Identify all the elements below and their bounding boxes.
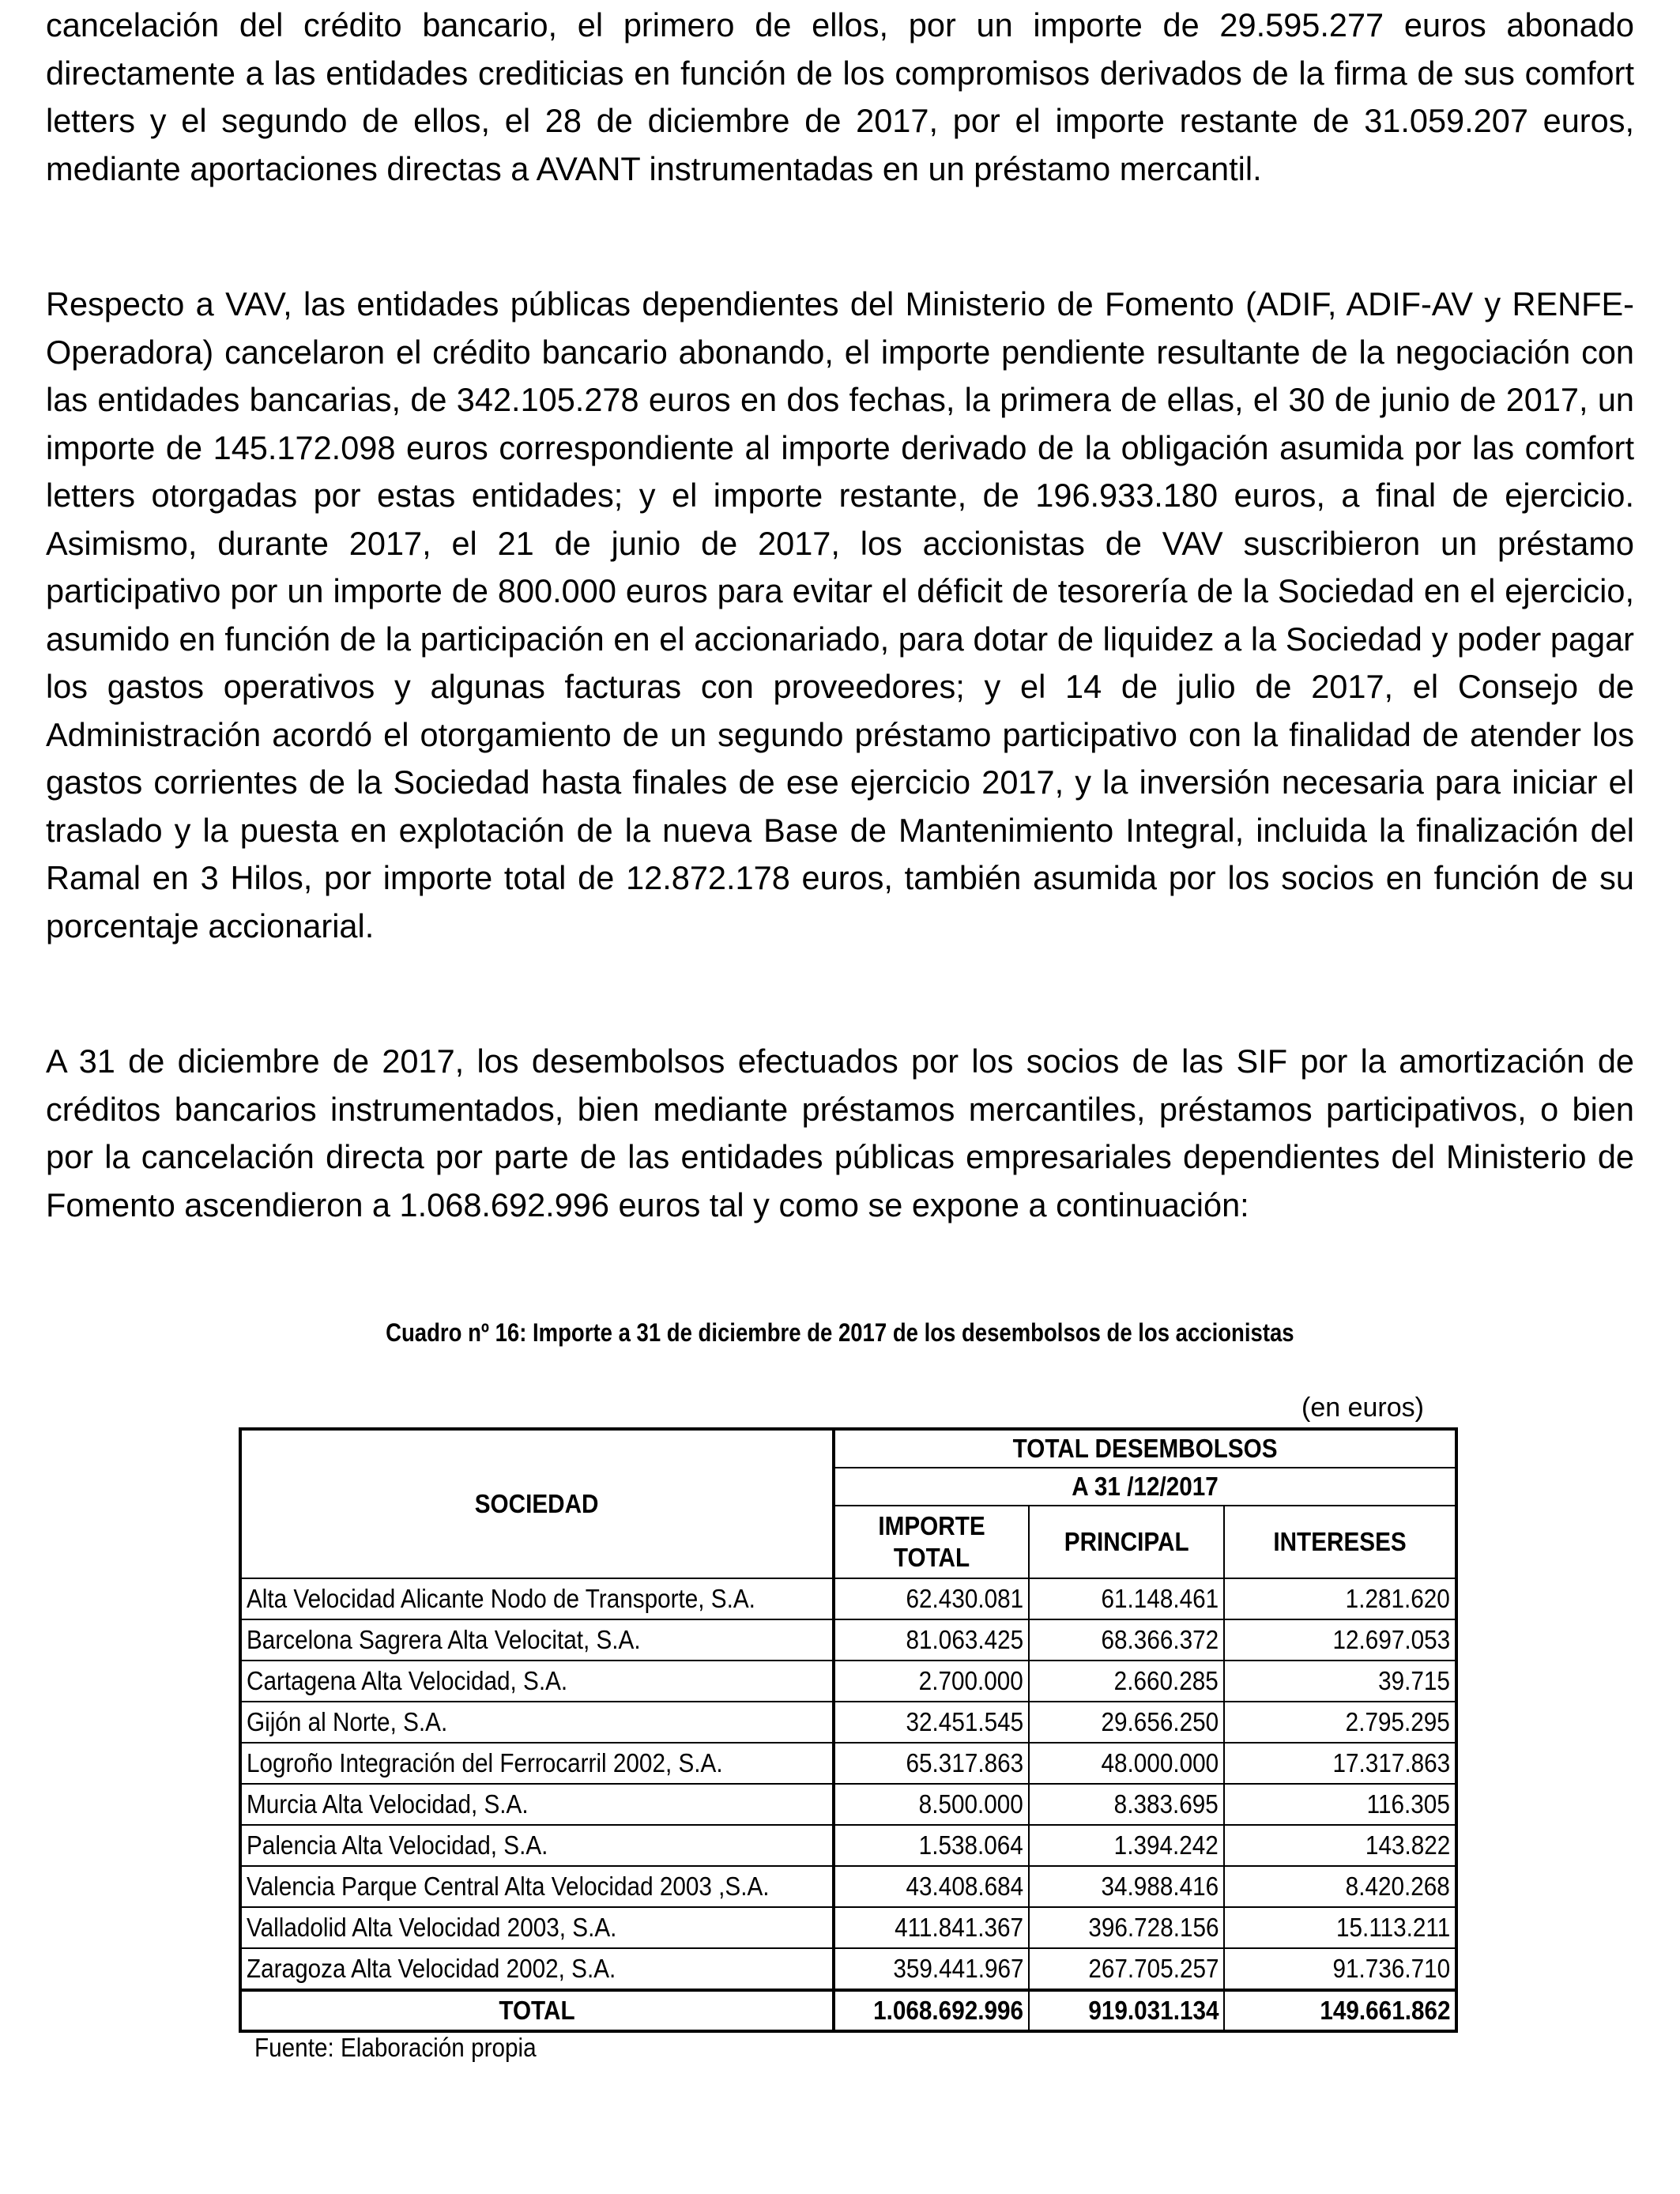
importe-total-cell: 43.408.684 [834, 1866, 1029, 1907]
principal-cell: 61.148.461 [1029, 1578, 1224, 1619]
header-intereses: INTERESES [1224, 1506, 1456, 1578]
importe-total-cell: 81.063.425 [834, 1619, 1029, 1661]
table-row [240, 1661, 1456, 1702]
header-total-disbursements: TOTAL DESEMBOLSOS [834, 1429, 1456, 1468]
principal-cell: 2.660.285 [1029, 1661, 1224, 1702]
principal-cell: 48.000.000 [1029, 1743, 1224, 1784]
table-row [240, 1619, 1456, 1661]
principal-cell: 267.705.257 [1029, 1948, 1224, 1990]
importe-total-cell: 2.700.000 [834, 1661, 1029, 1702]
society-name-cell: Valencia Parque Central Alta Velocidad 2003 ,S.A. [240, 1866, 834, 1907]
intereses-cell: 8.420.268 [1224, 1866, 1456, 1907]
paragraph-3: A 31 de diciembre de 2017, los desembolsos efectuados por los socios de las SIF por la amortización de créditos bancarios instrumentados, bien mediante préstamos mercantiles, préstamos participativos, o bien por la cancelación directa por parte de las entidades públicas empresariales dependientes del Ministerio de Fomento ascendieron a 1.068.692.996 euros tal y como se expone a continuación: [46, 1042, 1634, 1223]
paragraph-2: Respecto a VAV, las entidades públicas dependientes del Ministerio de Fomento (ADIF, ADIF-AV y RENFE- Operadora) cancelaron el crédito bancario abonando, el importe pendiente resultante de la negociación con las entidades bancarias, de 342.105.278 euros en dos fechas, la primera de ellas, el 30 de junio de 2017, un importe de 145.172.098 euros correspondiente al importe derivado de la obligación asumida por las comfort letters otorgadas por estas entidades; y el importe restante, de 196.933.180 euros, a final de ejercicio. Asimismo, durante 2017, el 21 de junio de 2017, los accionistas de VAV suscribieron un préstamo participativo por un importe de 800.000 euros para evitar el déficit de tesorería de la Sociedad en el ejercicio, asumido en función de la participación en el accionariado, para dotar de liquidez a la Sociedad y poder pagar los gastos operativos y algunas facturas con proveedores; y el 14 de julio de 2017, el Consejo de Administración acordó el otorgamiento de un segundo préstamo participativo con la finalidad de atender los gastos corrientes de la Sociedad hasta finales de ese ejercicio 2017, y la inversión necesaria para iniciar el traslado y la puesta en explotación de la nueva Base de Mantenimiento Integral, incluida la finalización del Ramal en 3 Hilos, por importe total de 12.872.178 euros, también asumida por los socios en función de su porcentaje accionarial. [46, 285, 1634, 944]
society-name-cell: Zaragoza Alta Velocidad 2002, S.A. [240, 1948, 834, 1990]
society-name-cell: Gijón al Norte, S.A. [240, 1702, 834, 1743]
table-row [240, 1866, 1456, 1907]
disbursements-table-wrapper [239, 1427, 1458, 2033]
intereses-cell: 39.715 [1224, 1661, 1456, 1702]
society-name-cell: Cartagena Alta Velocidad, S.A. [240, 1661, 834, 1702]
header-principal: PRINCIPAL [1029, 1506, 1224, 1578]
intereses-cell: 12.697.053 [1224, 1619, 1456, 1661]
society-name-cell: Alta Velocidad Alicante Nodo de Transporte, S.A. [240, 1578, 834, 1619]
table-row [240, 1578, 1456, 1619]
table-row [240, 1907, 1456, 1948]
society-name-cell: Valladolid Alta Velocidad 2003, S.A. [240, 1907, 834, 1948]
total-intereses-cell: 149.661.862 [1224, 1990, 1456, 2031]
header-date: A 31 /12/2017 [834, 1468, 1456, 1506]
intereses-cell: 2.795.295 [1224, 1702, 1456, 1743]
total-importe-cell: 1.068.692.996 [834, 1990, 1029, 2031]
table-total-row [240, 1990, 1456, 2031]
principal-cell: 68.366.372 [1029, 1619, 1224, 1661]
intereses-cell: 91.736.710 [1224, 1948, 1456, 1990]
total-principal-cell: 919.031.134 [1029, 1990, 1224, 2031]
table-unit: (en euros) [1301, 1393, 1424, 1423]
table-row [240, 1743, 1456, 1784]
table-caption: Cuadro nº 16: Importe a 31 de diciembre de 2017 de los desembolsos de los accionistas [386, 1318, 1294, 1347]
importe-total-cell: 65.317.863 [834, 1743, 1029, 1784]
importe-total-cell: 8.500.000 [834, 1784, 1029, 1825]
intereses-cell: 1.281.620 [1224, 1578, 1456, 1619]
importe-total-cell: 32.451.545 [834, 1702, 1029, 1743]
society-name-cell: Murcia Alta Velocidad, S.A. [240, 1784, 834, 1825]
importe-total-cell: 411.841.367 [834, 1907, 1029, 1948]
intereses-cell: 116.305 [1224, 1784, 1456, 1825]
table-row [240, 1948, 1456, 1990]
principal-cell: 396.728.156 [1029, 1907, 1224, 1948]
principal-cell: 8.383.695 [1029, 1784, 1224, 1825]
principal-cell: 1.394.242 [1029, 1825, 1224, 1866]
header-society: SOCIEDAD [240, 1429, 834, 1578]
importe-total-cell: 62.430.081 [834, 1578, 1029, 1619]
importe-total-cell: 1.538.064 [834, 1825, 1029, 1866]
society-name-cell: Palencia Alta Velocidad, S.A. [240, 1825, 834, 1866]
table-body [240, 1578, 1456, 2031]
society-name-cell: Logroño Integración del Ferrocarril 2002, S.A. [240, 1743, 834, 1784]
table-row [240, 1784, 1456, 1825]
principal-cell: 29.656.250 [1029, 1702, 1224, 1743]
header-importe-total: IMPORTE TOTAL [834, 1506, 1029, 1578]
importe-total-cell: 359.441.967 [834, 1948, 1029, 1990]
table-row [240, 1825, 1456, 1866]
intereses-cell: 143.822 [1224, 1825, 1456, 1866]
principal-cell: 34.988.416 [1029, 1866, 1224, 1907]
paragraph-1: cancelación del crédito bancario, el primero de ellos, por un importe de 29.595.277 euros abonado directamente a las entidades crediticias en función de los compromisos derivados de la firma de sus comfort letters y el segundo de ellos, el 28 de diciembre de 2017, por el importe restante de 31.059.207 euros, mediante aportaciones directas a AVANT instrumentadas en un préstamo mercantil. [46, 6, 1634, 187]
disbursements-table [239, 1427, 1458, 2033]
intereses-cell: 17.317.863 [1224, 1743, 1456, 1784]
society-name-cell: Barcelona Sagrera Alta Velocitat, S.A. [240, 1619, 834, 1661]
table-source: Fuente: Elaboración propia [254, 2033, 537, 2062]
total-label-cell: TOTAL [240, 1990, 834, 2031]
table-row [240, 1702, 1456, 1743]
intereses-cell: 15.113.211 [1224, 1907, 1456, 1948]
